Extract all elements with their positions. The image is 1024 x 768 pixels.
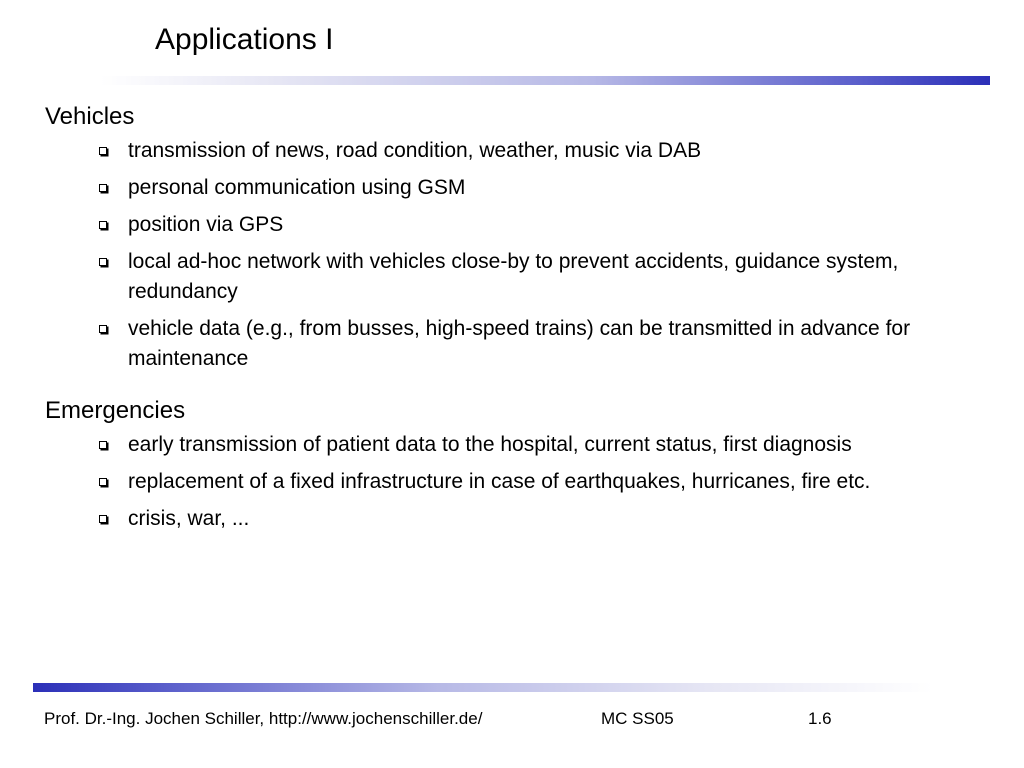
section-vehicles xyxy=(45,100,1005,374)
square-bullet-icon xyxy=(99,478,107,486)
slide-title: Applications I xyxy=(155,23,334,56)
footer-gradient-rule xyxy=(33,683,933,692)
list-item xyxy=(45,504,978,534)
list-item xyxy=(45,247,978,307)
title-gradient-rule xyxy=(100,76,990,85)
footer-course: MC SS05 xyxy=(601,709,674,728)
bullet-text: transmission of news, road condition, weather, music via DAB xyxy=(128,139,702,162)
slide-content xyxy=(45,100,1005,541)
list-item xyxy=(45,173,978,203)
bullet-text: replacement of a fixed infrastructure in case of earthquakes, hurricanes, fire etc. xyxy=(128,470,871,493)
list-item xyxy=(45,314,978,374)
bullet-text: vehicle data (e.g., from busses, high-speed trains) can be transmitted in advance for maintenance xyxy=(128,317,911,370)
emergencies-bullet-list xyxy=(45,430,1005,534)
bullet-text: position via GPS xyxy=(128,213,284,236)
vehicles-bullet-list xyxy=(45,136,1005,374)
list-item xyxy=(45,430,978,460)
square-bullet-icon xyxy=(99,325,107,333)
section-heading-vehicles: Vehicles xyxy=(45,103,135,130)
bullet-text: local ad-hoc network with vehicles close-by to prevent accidents, guidance system, redundancy xyxy=(128,250,899,303)
square-bullet-icon xyxy=(99,515,107,523)
bullet-text: early transmission of patient data to the hospital, current status, first diagnosis xyxy=(128,433,852,456)
square-bullet-icon xyxy=(99,441,107,449)
square-bullet-icon xyxy=(99,221,107,229)
list-item xyxy=(45,136,978,166)
section-heading-emergencies: Emergencies xyxy=(45,397,186,424)
square-bullet-icon xyxy=(99,258,107,266)
bullet-text: personal communication using GSM xyxy=(128,176,466,199)
footer-page-number: 1.6 xyxy=(808,709,832,728)
square-bullet-icon xyxy=(99,147,107,155)
list-item xyxy=(45,467,978,497)
section-emergencies xyxy=(45,394,1005,534)
square-bullet-icon xyxy=(99,184,107,192)
bullet-text: crisis, war, ... xyxy=(128,507,250,530)
list-item xyxy=(45,210,978,240)
footer-author: Prof. Dr.-Ing. Jochen Schiller, http://www.jochenschiller.de/ xyxy=(44,709,483,728)
